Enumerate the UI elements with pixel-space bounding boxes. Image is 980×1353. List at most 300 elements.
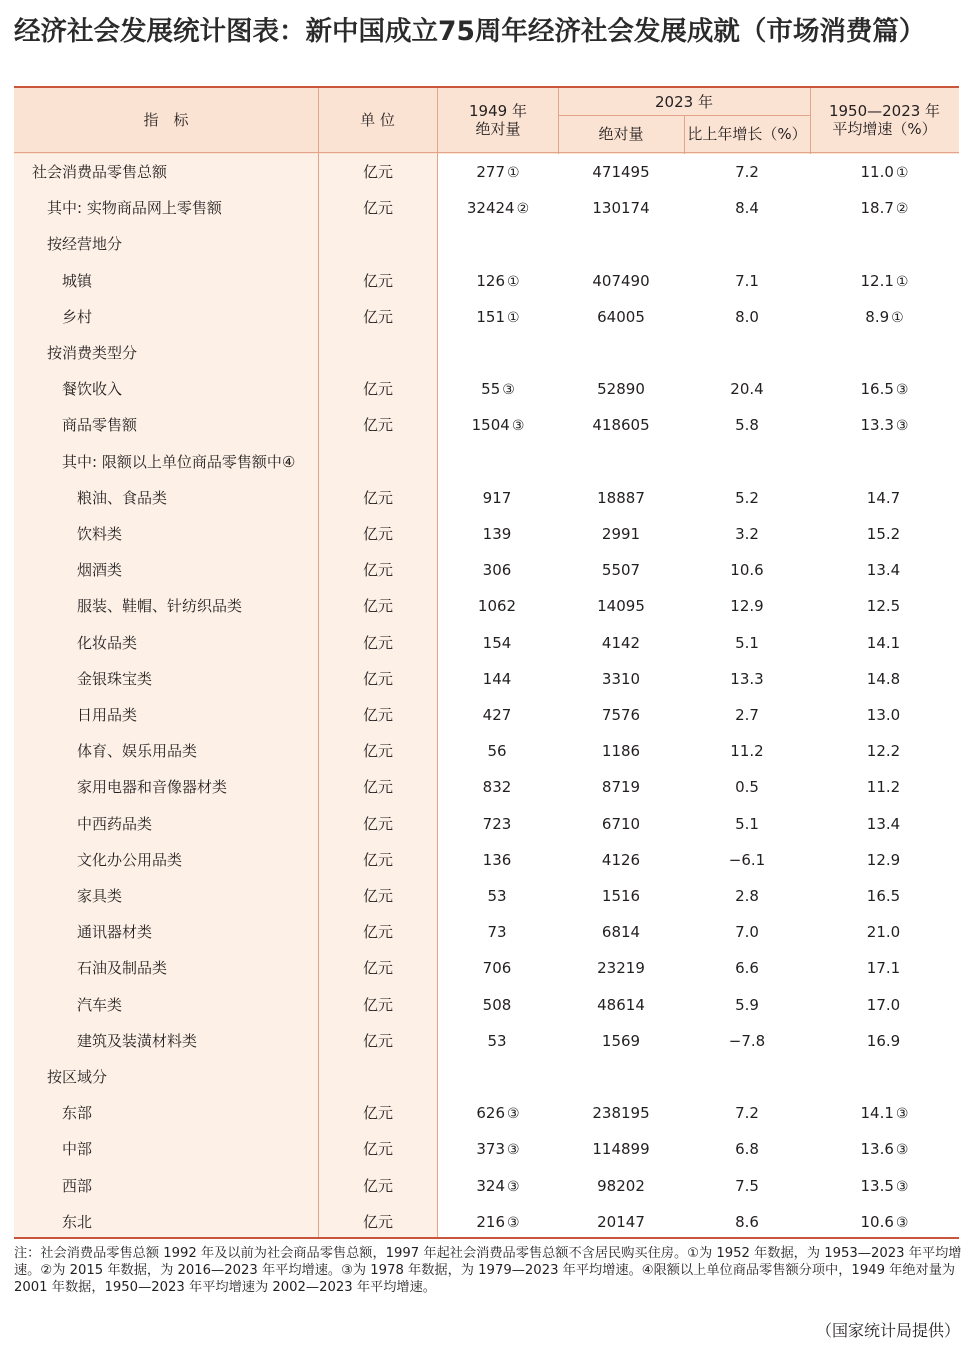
row-unit [318,154,438,190]
table-row [14,1204,959,1240]
row-2023-growth-value: −6.1 [728,850,766,869]
header-1949 [438,88,558,152]
row-indicator [77,987,122,1023]
row-2023-growth [684,697,810,733]
row-2023-growth-value: 5.1 [735,814,759,833]
row-2023-abs [558,371,684,407]
row-indicator [62,407,137,443]
table-row [14,299,959,335]
row-unit-value: 亿元 [362,887,393,905]
row-indicator-value: 商品零售额 [62,416,138,435]
table-row [14,625,959,661]
row-unit [318,1168,438,1204]
row-indicator [62,1095,92,1131]
row-2023-abs-value: 7576 [601,706,641,724]
row-1949-abs [438,552,558,588]
row-1949-abs [438,697,558,733]
row-unit [318,407,438,443]
row-1949-abs-value: 151 [476,307,506,326]
row-2023-abs-value: 4126 [601,850,641,869]
row-avg-growth-footnote-mark: ① [895,165,909,181]
row-2023-abs-value: 52890 [597,380,645,399]
table-row [14,588,959,624]
row-avg-growth-value: 15.2 [866,525,901,543]
row-indicator [62,263,92,299]
row-2023-growth [684,1059,810,1095]
row-2023-abs-value: 6710 [601,814,641,833]
row-2023-abs [558,1131,684,1167]
row-avg-growth [810,878,959,914]
row-1949-abs-value: 144 [482,669,512,688]
row-1949-abs [438,950,558,986]
row-2023-abs [558,806,684,842]
row-1949-abs [438,407,558,443]
row-unit-value: 亿元 [362,1212,393,1231]
row-1949-abs-footnote-mark: ③ [507,1178,520,1195]
row-indicator [62,444,295,480]
row-2023-abs-value: 407490 [592,271,650,290]
data-table [14,86,959,1239]
row-avg-growth-value: 14.8 [866,669,901,688]
row-2023-abs [558,733,684,769]
row-2023-growth [684,842,810,878]
row-avg-growth-value: 14.7 [866,488,901,507]
table-bottom-rule [14,1237,959,1239]
row-1949-abs [438,1131,558,1167]
row-unit [318,1023,438,1059]
header-bottom-rule [14,152,959,153]
row-avg-growth-value: 8.9 [865,307,890,326]
header-1949-abs: 绝对量 [475,120,521,138]
row-1949-abs [438,733,558,769]
row-2023-growth-value: 0.5 [735,778,759,797]
row-unit [318,661,438,697]
row-2023-abs [558,335,684,371]
row-avg-growth-value: 13.4 [866,814,901,833]
row-2023-growth-value: 7.0 [735,923,759,942]
row-avg-growth [810,625,959,661]
row-2023-growth-value: 8.6 [735,1212,759,1231]
row-unit [318,226,438,262]
row-2023-abs [558,1204,684,1240]
row-2023-abs [558,299,684,335]
row-indicator [77,733,197,769]
row-indicator [77,480,167,516]
row-2023-growth-value: 8.0 [735,307,759,326]
row-2023-growth-value: 5.1 [735,633,759,652]
row-1949-abs [438,226,558,262]
row-1949-abs [438,1059,558,1095]
row-avg-growth-value: 11.2 [866,778,901,797]
row-2023-abs [558,263,684,299]
row-2023-abs-value: 2991 [601,525,641,543]
row-2023-abs [558,480,684,516]
row-1949-abs [438,588,558,624]
row-2023-abs [558,1023,684,1059]
row-1949-abs-value: 216 [476,1212,506,1231]
row-unit [318,625,438,661]
row-avg-growth [810,1023,959,1059]
row-2023-growth [684,625,810,661]
row-2023-growth-value: 7.2 [735,163,759,181]
row-unit [318,516,438,552]
row-avg-growth-footnote-mark: ③ [895,1106,909,1123]
row-1949-abs [438,299,558,335]
row-unit-value: 亿元 [362,488,393,507]
row-avg-growth-value: 16.5 [866,887,901,905]
row-indicator [77,1023,197,1059]
table-row [14,335,959,371]
row-2023-abs-value: 5507 [601,561,641,580]
row-avg-growth-value: 11.0 [860,163,894,181]
row-avg-growth [810,335,959,371]
row-2023-growth [684,1095,810,1131]
row-avg-growth-value: 16.5 [860,380,894,399]
table-row [14,444,959,480]
row-indicator-value: 按经营地分 [47,235,123,254]
row-avg-growth [810,154,959,190]
row-indicator [62,1204,92,1240]
row-2023-growth-value: −7.8 [728,1031,766,1050]
row-avg-growth-value: 17.0 [866,995,901,1014]
row-unit-value: 亿元 [362,1031,393,1050]
row-2023-growth-value: 10.6 [730,561,764,580]
row-2023-abs [558,769,684,805]
row-2023-growth [684,1168,810,1204]
table-row [14,263,959,299]
row-unit-value: 亿元 [362,778,393,797]
row-indicator-value: 社会消费品零售总额 [32,163,168,181]
header-avg-period: 1950—2023 年 [828,102,941,120]
row-2023-abs-value: 471495 [592,163,650,181]
row-indicator [47,335,137,371]
row-2023-abs-value: 64005 [597,307,645,326]
row-indicator [62,371,122,407]
row-avg-growth [810,806,959,842]
row-indicator-value: 文化办公用品类 [77,850,183,869]
table-row [14,1095,959,1131]
row-1949-abs-value: 154 [482,633,512,652]
row-avg-growth [810,1095,959,1131]
row-avg-growth [810,697,959,733]
header-unit: 单 位 [360,111,395,129]
row-indicator-value: 粮油、食品类 [77,488,168,507]
row-2023-abs-value: 1516 [601,887,641,905]
row-avg-growth-value: 12.2 [866,742,901,761]
row-indicator-value: 烟酒类 [77,561,123,580]
row-1949-abs-value: 55 [481,380,501,399]
row-2023-growth-value: 11.2 [730,742,764,761]
row-indicator-value: 按消费类型分 [47,344,138,362]
row-unit [318,806,438,842]
row-unit-value: 亿元 [362,271,393,290]
row-2023-abs [558,1095,684,1131]
row-2023-growth [684,950,810,986]
row-1949-abs [438,190,558,226]
row-avg-growth [810,190,959,226]
row-indicator-value: 按区域分 [47,1068,108,1086]
row-avg-growth-value: 14.1 [866,633,901,652]
row-2023-growth-value: 7.1 [735,271,759,290]
row-indicator [77,552,122,588]
row-1949-abs-value: 56 [487,742,507,761]
row-indicator-value: 金银珠宝类 [77,669,153,688]
row-indicator [77,806,152,842]
row-1949-abs-value: 53 [487,887,507,905]
row-2023-growth [684,588,810,624]
header-indicator: 指 标 [143,111,189,129]
row-indicator [77,661,152,697]
row-1949-abs [438,1095,558,1131]
row-indicator-value: 中部 [62,1140,93,1159]
row-unit [318,588,438,624]
row-2023-growth [684,733,810,769]
row-2023-growth-value: 20.4 [730,380,764,399]
row-indicator-value: 汽车类 [77,995,123,1014]
row-unit-value: 亿元 [362,814,393,833]
row-indicator [47,1059,107,1095]
row-avg-growth [810,1059,959,1095]
row-2023-abs [558,552,684,588]
row-avg-growth [810,371,959,407]
row-1949-abs-value: 139 [482,525,512,543]
row-avg-growth-footnote-mark: ① [891,309,904,326]
row-unit [318,1059,438,1095]
row-unit [318,480,438,516]
row-indicator-value: 其中: 实物商品网上零售额 [47,199,222,218]
row-unit-value: 亿元 [362,669,393,688]
row-avg-growth-footnote-mark: ② [895,201,909,218]
row-unit-value: 亿元 [362,597,393,616]
row-indicator [47,226,122,262]
row-1949-abs-footnote-mark: ① [507,273,520,290]
row-1949-abs-value: 126 [476,271,506,290]
row-avg-growth-value: 21.0 [866,923,901,942]
row-indicator-value: 日用品类 [77,706,138,724]
row-unit [318,950,438,986]
row-unit [318,1204,438,1240]
row-2023-growth [684,154,810,190]
row-unit-value: 亿元 [362,1104,393,1123]
table-row [14,190,959,226]
table-row [14,733,959,769]
row-unit [318,842,438,878]
row-unit [318,733,438,769]
row-unit-value: 亿元 [362,923,393,942]
row-1949-abs-value: 306 [482,561,512,580]
row-2023-abs [558,625,684,661]
row-avg-growth-footnote-mark: ① [895,273,909,290]
row-avg-growth [810,987,959,1023]
row-2023-growth [684,661,810,697]
row-2023-growth [684,1204,810,1240]
row-indicator-value: 东部 [62,1104,93,1123]
row-unit-value: 亿元 [362,633,393,652]
table-row [14,914,959,950]
row-unit-value: 亿元 [362,163,393,181]
row-1949-abs-value: 1062 [477,597,517,616]
row-2023-abs [558,588,684,624]
row-avg-growth [810,914,959,950]
row-avg-growth [810,769,959,805]
row-2023-growth [684,806,810,842]
row-2023-growth [684,769,810,805]
row-1949-abs-footnote-mark: ③ [511,418,525,435]
footnote: 注：社会消费品零售总额 1992 年及以前为社会商品零售总额，1997 年起社会消费品零售总额不含居民购买住房。①为 1952 年数据，为 1953—2023 年平均增速。②为 2015 年数据，为 2016—2023 年平均增速。③为 1978 年数据，为 1979—2023 年平均增速。④限额以上单位商品零售额分项中，1949 年绝对量为 2001 年数据，1950—2023 年平均增速为 2002—2023 年平均增速。 [14,1246,962,1295]
row-unit-value: 亿元 [362,525,393,543]
row-2023-growth [684,1131,810,1167]
row-1949-abs [438,335,558,371]
table-row [14,480,959,516]
row-1949-abs-value: 136 [482,850,512,869]
row-1949-abs-value: 73 [487,923,507,942]
row-1949-abs [438,263,558,299]
row-avg-growth [810,299,959,335]
row-unit [318,263,438,299]
row-1949-abs [438,1204,558,1240]
row-indicator-value: 西部 [62,1176,93,1195]
row-1949-abs [438,516,558,552]
row-2023-growth [684,552,810,588]
row-avg-growth [810,588,959,624]
row-2023-abs-value: 20147 [597,1212,645,1231]
row-unit [318,1095,438,1131]
row-indicator [77,914,152,950]
row-2023-growth-value: 5.2 [735,488,759,507]
row-2023-abs-value: 1569 [601,1031,641,1050]
row-unit [318,371,438,407]
row-2023-growth-value: 2.8 [735,887,759,905]
row-2023-abs-value: 18887 [597,488,645,507]
header-avg-label: 平均增速（%） [832,120,937,138]
header-avg [810,88,959,152]
row-1949-abs-value: 832 [482,778,512,797]
header-2023: 2023 年 [655,92,713,111]
row-indicator-value: 餐饮收入 [62,380,123,399]
row-avg-growth-value: 17.1 [866,959,901,978]
row-1949-abs-value: 723 [482,814,512,833]
row-1949-abs-value: 508 [482,995,512,1014]
row-2023-growth [684,226,810,262]
row-indicator [77,625,137,661]
row-2023-abs-value: 8719 [601,778,641,797]
row-avg-growth-value: 12.9 [866,850,901,869]
row-2023-abs [558,661,684,697]
row-2023-growth-value: 12.9 [730,597,764,616]
row-1949-abs-value: 706 [482,959,512,978]
row-indicator-value: 饮料类 [77,525,123,543]
row-avg-growth-footnote-mark: ③ [895,382,909,399]
row-avg-growth [810,516,959,552]
row-2023-abs-value: 418605 [592,416,650,435]
row-unit [318,444,438,480]
row-avg-growth [810,1204,959,1240]
row-2023-growth [684,263,810,299]
row-2023-growth-value: 7.5 [735,1176,759,1195]
row-unit [318,697,438,733]
row-unit-value: 亿元 [362,416,393,435]
row-avg-growth [810,226,959,262]
row-indicator [77,769,227,805]
row-unit-value: 亿元 [362,380,393,399]
row-unit-value: 亿元 [362,995,393,1014]
table-row [14,1168,959,1204]
header-1949-year: 1949 年 [469,102,527,120]
row-avg-growth-footnote-mark: ③ [895,1142,909,1159]
table-row [14,661,959,697]
row-unit [318,552,438,588]
row-2023-growth [684,987,810,1023]
row-unit-value: 亿元 [362,1176,393,1195]
row-indicator-value: 东北 [62,1212,93,1231]
row-2023-growth [684,407,810,443]
row-avg-growth [810,950,959,986]
row-avg-growth-value: 12.1 [860,271,894,290]
row-2023-growth-value: 13.3 [730,669,764,688]
row-2023-growth-value: 8.4 [735,199,759,218]
row-1949-abs-value: 373 [476,1140,506,1159]
row-2023-abs-value: 98202 [597,1176,645,1195]
row-1949-abs-value: 32424 [466,199,515,218]
row-avg-growth [810,733,959,769]
row-2023-growth-value: 5.8 [735,416,759,435]
row-avg-growth [810,263,959,299]
row-avg-growth-value: 14.1 [860,1104,894,1123]
row-2023-abs [558,842,684,878]
row-indicator [77,588,242,624]
table-row [14,226,959,262]
row-1949-abs-value: 427 [482,706,512,724]
row-1949-abs-footnote-mark: ③ [507,1106,520,1123]
row-1949-abs [438,625,558,661]
row-indicator-value: 石油及制品类 [77,959,168,978]
row-2023-growth [684,878,810,914]
row-1949-abs-footnote-mark: ① [507,309,520,326]
row-2023-abs [558,914,684,950]
row-2023-abs [558,190,684,226]
row-indicator-value: 城镇 [62,271,93,290]
row-indicator-value: 服装、鞋帽、针纺织品类 [77,597,243,616]
row-2023-growth-value: 6.8 [735,1140,759,1159]
row-avg-growth-footnote-mark: ③ [895,418,909,435]
row-1949-abs [438,878,558,914]
row-indicator-value: 家用电器和音像器材类 [77,778,228,797]
row-1949-abs-footnote-mark: ① [507,165,520,181]
row-unit-value: 亿元 [362,850,393,869]
row-2023-abs-value: 23219 [597,959,645,978]
row-2023-abs [558,987,684,1023]
row-1949-abs [438,987,558,1023]
row-unit [318,914,438,950]
row-2023-abs [558,444,684,480]
row-1949-abs-footnote-mark: ③ [502,382,515,399]
row-2023-abs [558,226,684,262]
row-1949-abs [438,842,558,878]
row-unit-value: 亿元 [362,1140,393,1159]
row-1949-abs [438,769,558,805]
row-2023-growth [684,190,810,226]
row-avg-growth-value: 13.0 [866,706,901,724]
row-indicator [62,1168,92,1204]
row-2023-growth-value: 5.9 [735,995,759,1014]
row-1949-abs [438,661,558,697]
row-indicator-value: 其中: 限额以上单位商品零售额中④ [62,452,296,471]
row-2023-growth-value: 3.2 [735,525,759,543]
table-row [14,1023,959,1059]
table-row [14,407,959,443]
row-2023-abs [558,697,684,733]
table-row [14,769,959,805]
